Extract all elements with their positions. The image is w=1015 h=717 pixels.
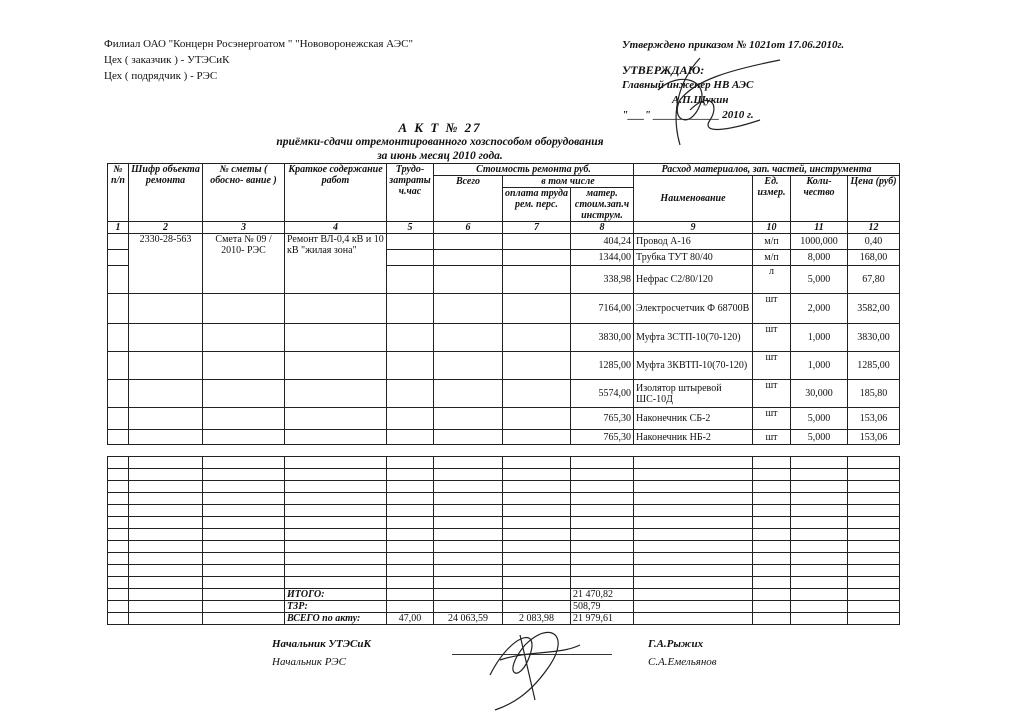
empty-row	[108, 541, 900, 553]
empty-cell	[387, 517, 434, 529]
cell-pay	[503, 266, 571, 294]
column-numbers-row	[108, 222, 900, 234]
empty-cell	[108, 529, 129, 541]
empty-cell	[753, 565, 791, 577]
empty-cell	[571, 529, 634, 541]
table-row	[108, 408, 900, 430]
cell-name: Изолятор штыревой ШС-10Д	[634, 380, 753, 408]
grand-total-sum: 24 063,59	[434, 613, 503, 625]
cell-labor	[387, 250, 434, 266]
empty-cell	[203, 577, 285, 589]
cell-no	[108, 250, 129, 266]
col-num: 9	[634, 222, 753, 234]
cell-price: 0,40	[848, 234, 900, 250]
empty-cell	[203, 505, 285, 517]
empty-row	[108, 481, 900, 493]
sig-title-1: Начальник УТЭСиК	[272, 638, 371, 650]
empty-cell	[387, 565, 434, 577]
act-period: за июнь месяц 2010 года.	[377, 150, 503, 162]
cell-mat: 7164,00	[571, 294, 634, 324]
empty-cell	[108, 457, 129, 469]
table-row	[108, 380, 900, 408]
cell-name: Наконечник НБ-2	[634, 430, 753, 445]
col-num: 2	[129, 222, 203, 234]
signature-line	[452, 654, 612, 655]
col-num: 3	[203, 222, 285, 234]
empty-cell	[634, 457, 753, 469]
approval-date: "___" ____________ 2010 г.	[622, 109, 754, 121]
total-label: ИТОГО:	[285, 589, 387, 601]
cell-unit: шт	[753, 380, 791, 408]
cell-unit: шт	[753, 294, 791, 324]
cell-labor	[387, 294, 434, 324]
empty-cell	[791, 493, 848, 505]
empty-cell	[434, 517, 503, 529]
empty-cell	[503, 493, 571, 505]
empty-cell	[434, 553, 503, 565]
empty-cell	[848, 457, 900, 469]
cell-name: Муфта 3КВТП-10(70-120)	[634, 352, 753, 380]
empty-cell	[571, 541, 634, 553]
cell-mat: 3830,00	[571, 324, 634, 352]
empty-cell	[848, 529, 900, 541]
empty-cell	[791, 541, 848, 553]
cell-price: 153,06	[848, 408, 900, 430]
empty-cell	[848, 577, 900, 589]
empty-cell	[387, 493, 434, 505]
empty-cell	[848, 541, 900, 553]
empty-cell	[434, 529, 503, 541]
empty-cell	[387, 541, 434, 553]
cell-name: Провод А-16	[634, 234, 753, 250]
cell-qty: 8,000	[791, 250, 848, 266]
empty-cell	[791, 565, 848, 577]
col-num: 4	[285, 222, 387, 234]
empty-cell	[108, 493, 129, 505]
cell-qty: 1,000	[791, 352, 848, 380]
th-pay: оплата труда рем. перс.	[503, 188, 571, 222]
empty-cell	[503, 505, 571, 517]
empty-cell	[571, 481, 634, 493]
empty-cell	[791, 505, 848, 517]
act-table	[107, 163, 900, 445]
cell-price: 185,80	[848, 380, 900, 408]
th-mat-group: Расход материалов, зап. частей, инструмента	[634, 164, 900, 176]
head-signature-scribble	[470, 615, 590, 715]
col-num: 1	[108, 222, 129, 234]
empty-cell	[203, 565, 285, 577]
empty-cell	[791, 457, 848, 469]
grand-total-row	[108, 613, 900, 625]
grand-total-label: ВСЕГО по акту:	[285, 613, 387, 625]
empty-cell	[634, 577, 753, 589]
empty-cell	[503, 529, 571, 541]
cell-mat: 5574,00	[571, 380, 634, 408]
empty-cell	[129, 577, 203, 589]
sig-name-1: Г.А.Рыжих	[648, 638, 704, 650]
empty-cell	[753, 517, 791, 529]
empty-cell	[203, 517, 285, 529]
cell-price: 168,00	[848, 250, 900, 266]
cell-unit: шт	[753, 352, 791, 380]
empty-cell	[571, 493, 634, 505]
empty-cell	[129, 481, 203, 493]
empty-cell	[129, 469, 203, 481]
cell-price: 67,80	[848, 266, 900, 294]
empty-cell	[503, 577, 571, 589]
cell-qty: 5,000	[791, 430, 848, 445]
empty-cell	[848, 505, 900, 517]
empty-cell	[848, 469, 900, 481]
empty-cell	[434, 493, 503, 505]
th-no: № п/п	[108, 164, 129, 222]
empty-cell	[203, 469, 285, 481]
approver-position: Главный инженер НВ АЭС	[622, 79, 754, 91]
empty-row	[108, 505, 900, 517]
cell-pay	[503, 250, 571, 266]
cell-mat: 765,30	[571, 430, 634, 445]
table-row	[108, 430, 900, 445]
empty-cell	[203, 493, 285, 505]
cell-name: Трубка ТУТ 80/40	[634, 250, 753, 266]
empty-row	[108, 529, 900, 541]
empty-cell	[129, 493, 203, 505]
th-total: Всего	[434, 176, 503, 222]
empty-cell	[848, 553, 900, 565]
th-name: Наименование	[634, 176, 753, 222]
empty-cell	[791, 481, 848, 493]
empty-cell	[129, 505, 203, 517]
empty-cell	[203, 481, 285, 493]
empty-cell	[634, 469, 753, 481]
total-mat: 21 470,82	[571, 589, 634, 601]
sig-name-2: С.А.Емельянов	[648, 656, 717, 668]
empty-cell	[634, 493, 753, 505]
empty-cell	[753, 493, 791, 505]
empty-cell	[285, 541, 387, 553]
grand-total-labor: 47,00	[387, 613, 434, 625]
empty-cell	[285, 493, 387, 505]
cell-qty: 1000,000	[791, 234, 848, 250]
empty-cell	[571, 457, 634, 469]
cell-mat: 1344,00	[571, 250, 634, 266]
grand-total-mat: 21 979,61	[571, 613, 634, 625]
cell-mat: 404,24	[571, 234, 634, 250]
empty-cell	[753, 577, 791, 589]
act-number: А К Т № 27	[398, 120, 482, 135]
empty-cell	[108, 577, 129, 589]
empty-cell	[791, 553, 848, 565]
empty-cell	[129, 517, 203, 529]
cell-total	[434, 234, 503, 250]
table-row	[108, 234, 900, 250]
tzr-mat: 508,79	[571, 601, 634, 613]
empty-cell	[129, 457, 203, 469]
empty-cell	[285, 481, 387, 493]
cell-unit: л	[753, 266, 791, 294]
empty-cell	[791, 577, 848, 589]
empty-cell	[387, 505, 434, 517]
table-row	[108, 352, 900, 380]
empty-cell	[285, 553, 387, 565]
approve-label: УТВЕРЖДАЮ:	[622, 63, 705, 77]
empty-cell	[108, 505, 129, 517]
empty-cell	[791, 529, 848, 541]
act-title	[250, 121, 630, 163]
total-row	[108, 589, 900, 601]
cell-pay	[503, 234, 571, 250]
col-num: 5	[387, 222, 434, 234]
empty-cell	[434, 481, 503, 493]
col-num: 10	[753, 222, 791, 234]
empty-rows-table	[107, 456, 900, 625]
cell-estimate: Смета № 09 / 2010- РЭС	[203, 234, 285, 294]
th-incl: в том числе	[503, 176, 634, 188]
approval-block	[622, 38, 844, 123]
cell-price: 3582,00	[848, 294, 900, 324]
empty-cell	[285, 469, 387, 481]
empty-cell	[848, 493, 900, 505]
order-line: Утверждено приказом № 1021от 17.06.2010г.	[622, 39, 845, 51]
grand-total-pay: 2 083,98	[503, 613, 571, 625]
empty-cell	[108, 517, 129, 529]
cell-no	[108, 234, 129, 250]
empty-cell	[753, 529, 791, 541]
th-labor: Трудо- затраты ч.час	[387, 164, 434, 222]
empty-cell	[434, 469, 503, 481]
empty-cell	[434, 541, 503, 553]
empty-cell	[791, 517, 848, 529]
col-num: 7	[503, 222, 571, 234]
cell-name: Нефрас С2/80/120	[634, 266, 753, 294]
empty-cell	[285, 529, 387, 541]
empty-cell	[285, 505, 387, 517]
cell-mat: 1285,00	[571, 352, 634, 380]
cell-name: Электросчетчик Ф 68700В	[634, 294, 753, 324]
tzr-row	[108, 601, 900, 613]
empty-cell	[129, 565, 203, 577]
cell-qty: 5,000	[791, 408, 848, 430]
table-row	[108, 324, 900, 352]
empty-cell	[634, 529, 753, 541]
th-mat: матер. стоим.зап.ч инструм.	[571, 188, 634, 222]
signature-left	[272, 638, 371, 668]
empty-cell	[387, 529, 434, 541]
empty-cell	[791, 469, 848, 481]
empty-cell	[285, 565, 387, 577]
empty-cell	[634, 541, 753, 553]
col-num: 11	[791, 222, 848, 234]
empty-cell	[503, 517, 571, 529]
th-content: Краткое содержание работ	[285, 164, 387, 222]
th-price: Цена (руб)	[848, 176, 900, 222]
empty-cell	[387, 481, 434, 493]
empty-cell	[753, 553, 791, 565]
empty-cell	[108, 541, 129, 553]
empty-cell	[753, 481, 791, 493]
empty-cell	[503, 541, 571, 553]
th-qty: Коли- чество	[791, 176, 848, 222]
empty-cell	[387, 577, 434, 589]
empty-cell	[387, 469, 434, 481]
empty-cell	[571, 565, 634, 577]
cell-unit: шт	[753, 430, 791, 445]
cell-no	[108, 266, 129, 294]
th-code: Шифр объекта ремонта	[129, 164, 203, 222]
cell-content: Ремонт ВЛ-0,4 кВ и 10 кВ "жилая зона"	[285, 234, 387, 294]
empty-cell	[753, 541, 791, 553]
empty-cell	[571, 553, 634, 565]
empty-cell	[108, 553, 129, 565]
empty-cell	[503, 457, 571, 469]
empty-cell	[753, 469, 791, 481]
table-row	[108, 294, 900, 324]
cell-price: 153,06	[848, 430, 900, 445]
empty-row	[108, 565, 900, 577]
th-cost-group: Стоимость ремонта руб.	[434, 164, 634, 176]
empty-row	[108, 493, 900, 505]
empty-cell	[129, 553, 203, 565]
cell-total	[434, 266, 503, 294]
cell-name: Муфта 3СТП-10(70-120)	[634, 324, 753, 352]
empty-cell	[503, 553, 571, 565]
col-num: 12	[848, 222, 900, 234]
cell-total	[434, 250, 503, 266]
cell-unit: м/п	[753, 234, 791, 250]
th-estimate: № сметы ( обосно- вание )	[203, 164, 285, 222]
cell-qty: 2,000	[791, 294, 848, 324]
empty-cell	[434, 457, 503, 469]
empty-cell	[634, 481, 753, 493]
signature-right	[648, 638, 717, 668]
empty-cell	[634, 505, 753, 517]
empty-cell	[434, 577, 503, 589]
empty-cell	[108, 565, 129, 577]
empty-cell	[203, 553, 285, 565]
empty-cell	[108, 481, 129, 493]
empty-cell	[503, 481, 571, 493]
empty-cell	[203, 529, 285, 541]
empty-cell	[129, 541, 203, 553]
empty-cell	[848, 517, 900, 529]
empty-cell	[571, 505, 634, 517]
branch-line: Филиал ОАО "Концерн Росэнергоатом " "Нововоронежская АЭС"	[104, 38, 413, 50]
cell-labor	[387, 234, 434, 250]
empty-cell	[108, 469, 129, 481]
empty-cell	[571, 577, 634, 589]
empty-cell	[434, 565, 503, 577]
empty-row	[108, 457, 900, 469]
empty-cell	[387, 457, 434, 469]
empty-cell	[848, 481, 900, 493]
empty-cell	[571, 469, 634, 481]
empty-cell	[203, 457, 285, 469]
header-left	[104, 36, 413, 84]
empty-cell	[285, 457, 387, 469]
cell-qty: 5,000	[791, 266, 848, 294]
empty-row	[108, 517, 900, 529]
cell-unit: шт	[753, 324, 791, 352]
sig-title-2: Начальник РЭС	[272, 656, 346, 668]
cell-price: 1285,00	[848, 352, 900, 380]
col-num: 8	[571, 222, 634, 234]
cell-mat: 338,98	[571, 266, 634, 294]
act-subtitle: приёмки-сдачи отремонтированного хозспособом оборудования	[276, 136, 604, 148]
empty-row	[108, 577, 900, 589]
empty-row	[108, 553, 900, 565]
cell-unit: шт	[753, 408, 791, 430]
cell-mat: 765,30	[571, 408, 634, 430]
cell-labor	[387, 266, 434, 294]
cell-price: 3830,00	[848, 324, 900, 352]
empty-cell	[634, 553, 753, 565]
cell-code: 2330-28-563	[129, 234, 203, 294]
cell-qty: 1,000	[791, 324, 848, 352]
col-num: 6	[434, 222, 503, 234]
tzr-label: ТЗР:	[285, 601, 387, 613]
cell-unit: м/п	[753, 250, 791, 266]
cell-name: Наконечник СБ-2	[634, 408, 753, 430]
approver-name: А.П.Щукин	[672, 94, 729, 106]
empty-cell	[285, 517, 387, 529]
empty-cell	[387, 553, 434, 565]
empty-cell	[129, 529, 203, 541]
empty-cell	[848, 565, 900, 577]
empty-cell	[634, 565, 753, 577]
empty-row	[108, 469, 900, 481]
empty-cell	[634, 517, 753, 529]
empty-cell	[503, 565, 571, 577]
empty-cell	[753, 457, 791, 469]
contractor-line: Цех ( подрядчик ) - РЭС	[104, 70, 218, 82]
empty-cell	[285, 577, 387, 589]
customer-line: Цех ( заказчик ) - УТЭСиК	[104, 54, 230, 66]
empty-cell	[753, 505, 791, 517]
th-unit: Ед. измер.	[753, 176, 791, 222]
empty-cell	[203, 541, 285, 553]
cell-qty: 30,000	[791, 380, 848, 408]
empty-cell	[571, 517, 634, 529]
empty-cell	[503, 469, 571, 481]
empty-cell	[434, 505, 503, 517]
